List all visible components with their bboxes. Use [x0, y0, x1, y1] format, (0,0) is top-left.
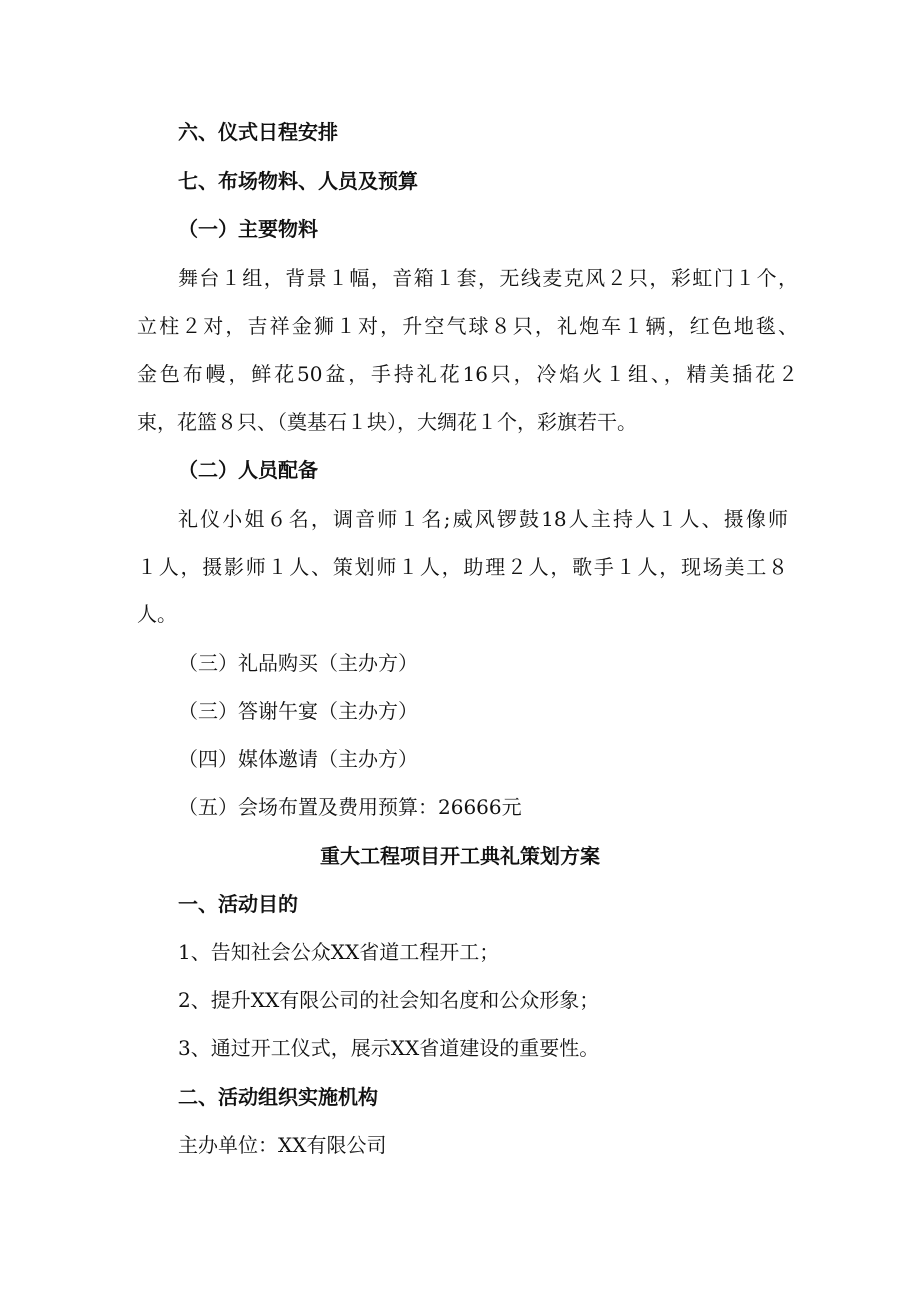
goal-item-1: 1、告知社会公众XX省道工程开工； — [178, 940, 500, 964]
materials-line-2: 立柱２对，吉祥金狮１对，升空气球８只，礼炮车１辆，红色地毯、 — [137, 314, 798, 338]
item-gift-purchase: （三）礼品购买（主办方） — [178, 651, 418, 675]
item-thank-you-lunch: （三）答谢午宴（主办方） — [178, 699, 418, 723]
heading-organizing-body: 二、活动组织实施机构 — [178, 1085, 378, 1109]
document-title: 重大工程项目开工典礼策划方案 — [320, 844, 600, 868]
staff-line-3: 人。 — [137, 602, 177, 626]
heading-activity-purpose: 一、活动目的 — [178, 892, 298, 916]
goal-item-3: 3、通过开工仪式，展示XX省道建设的重要性。 — [178, 1036, 600, 1060]
item-media-invitation: （四）媒体邀请（主办方） — [178, 747, 418, 771]
host-organization: 主办单位：XX有限公司 — [178, 1133, 387, 1157]
goal-item-2: 2、提升XX有限公司的社会知名度和公众形象； — [178, 988, 600, 1012]
materials-line-4: 束，花篮８只、（奠基石１块），大绸花１个，彩旗若干。 — [137, 410, 637, 434]
staff-line-1: 礼仪小姐６名，调音师１名;威风锣鼓18人主持人１人、摄像师 — [178, 507, 788, 531]
heading-schedule: 六、仪式日程安排 — [178, 120, 338, 144]
materials-line-3: 金色布幔，鲜花50盆，手持礼花16只，冷焰火１组、，精美插花２ — [137, 362, 798, 386]
materials-line-1: 舞台１组，背景１幅，音箱１套，无线麦克风２只，彩虹门１个， — [178, 266, 798, 290]
heading-materials-staff-budget: 七、布场物料、人员及预算 — [178, 169, 418, 193]
subheading-main-materials: （一）主要物料 — [178, 217, 318, 241]
staff-line-2: １人，摄影师１人、策划师１人，助理２人，歌手１人，现场美工８ — [137, 555, 788, 579]
item-venue-budget: （五）会场布置及费用预算：26666元 — [178, 795, 522, 819]
subheading-staffing: （二）人员配备 — [178, 458, 318, 482]
